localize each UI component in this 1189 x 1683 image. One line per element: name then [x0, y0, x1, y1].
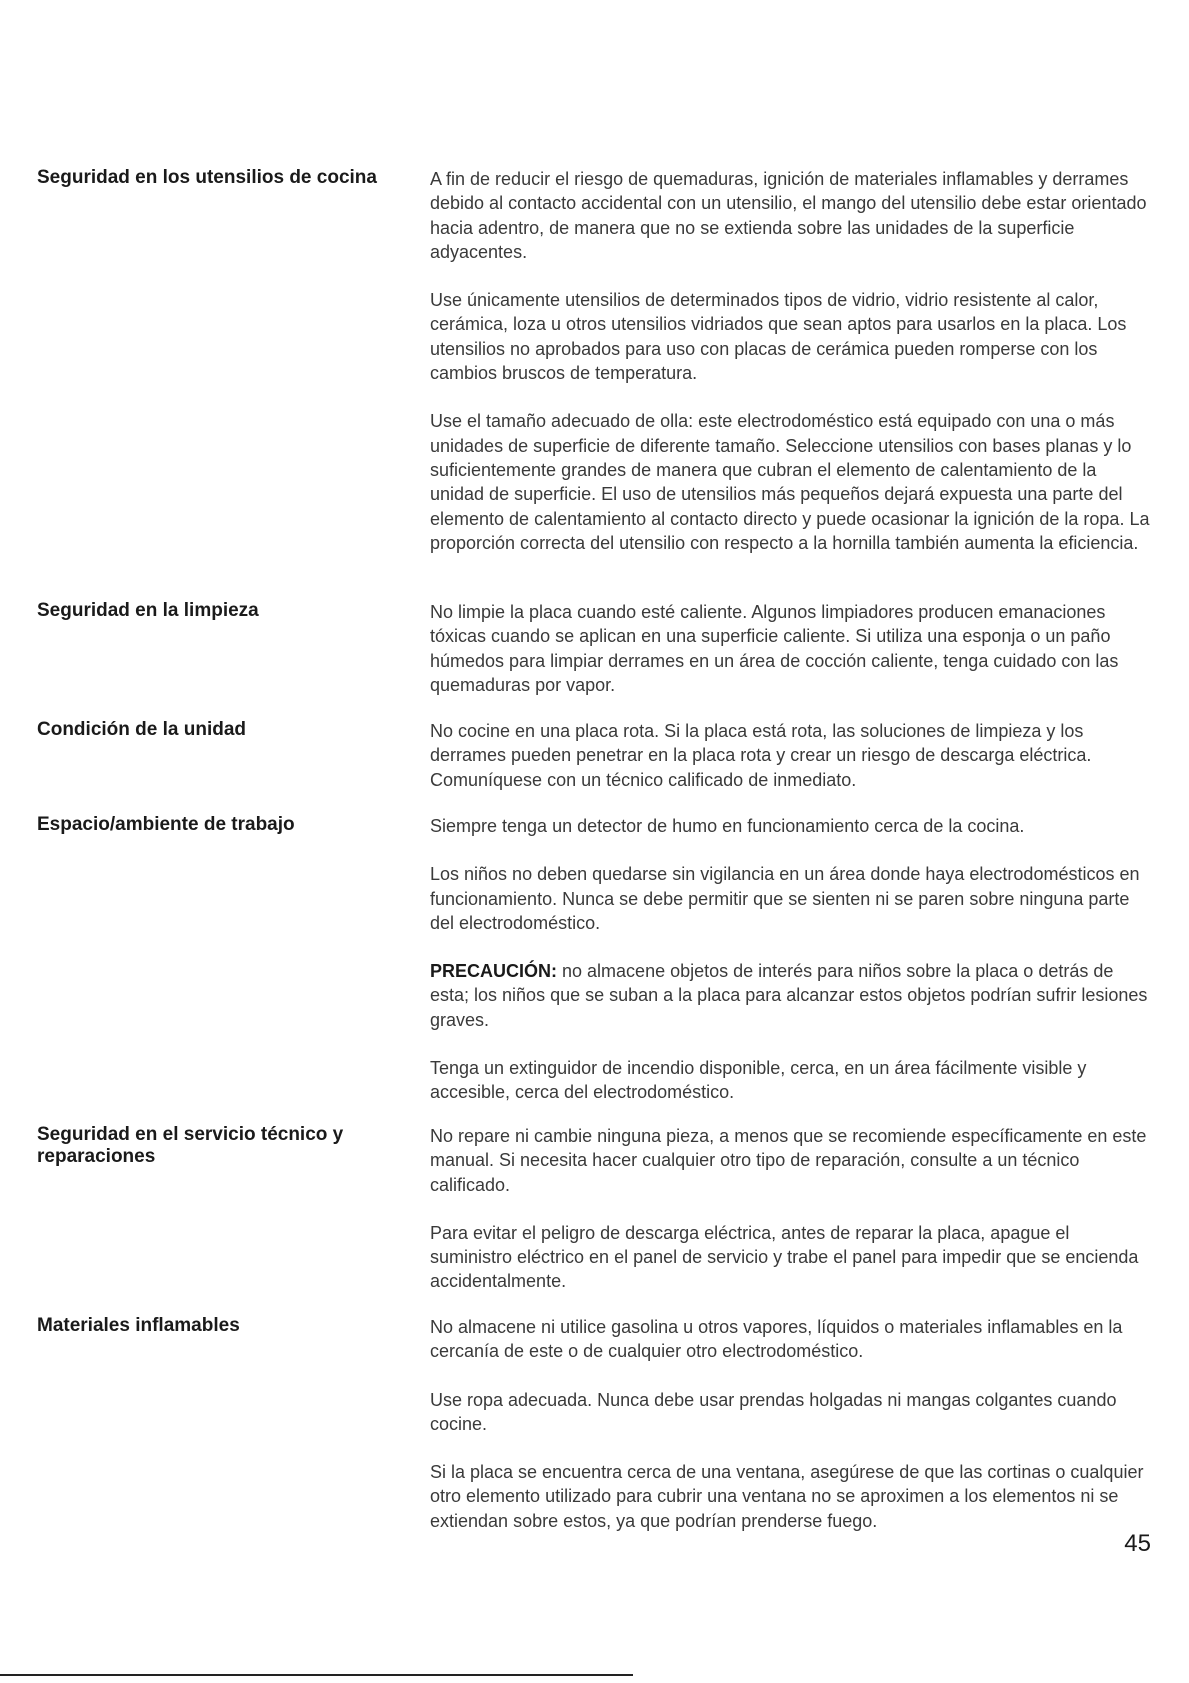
- paragraph: Para evitar el peligro de descarga eléctrica, antes de reparar la placa, apague el suministro eléctrico en el panel de servicio y trabe el panel para impedir que se encienda accidentalmente.: [430, 1222, 1139, 1292]
- paragraph: Siempre tenga un detector de humo en funcionamiento cerca de la cocina.: [430, 816, 1025, 836]
- section-body: [430, 719, 1152, 792]
- paragraph: No cocine en una placa rota. Si la placa está rota, las soluciones de limpieza y los derrames pueden penetrar en la placa rota y crear un riesgo de descarga eléctrica. Comuníquese con un técnico calificado de inmediato.: [430, 721, 1092, 790]
- paragraph: Use únicamente utensilios de determinados tipos de vidrio, vidrio resistente al calor, cerámica, loza u otros utensilios vidriados que sean aptos para usarlos en la placa. Los utensilios no aprobados para uso con placas de cerámica pueden romperse con los cambios bruscos de temperatura.: [430, 290, 1127, 384]
- paragraph: Tenga un extinguidor de incendio disponible, cerca, en un área fácilmente visible y accesible, cerca del electrodoméstico.: [430, 1058, 1087, 1103]
- paragraph: Los niños no deben quedarse sin vigilancia en un área donde haya electrodomésticos en funcionamiento. Nunca se debe permitir que se sienten ni se paren sobre ninguna parte del electrodoméstico.: [430, 864, 1140, 933]
- section-heading: Seguridad en los utensilios de cocina: [37, 167, 377, 188]
- paragraph: Si la placa se encuentra cerca de una ventana, asegúrese de que las cortinas o cualquier otro elemento utilizado para cubrir una ventana no se aproximen a los elementos ni se extiendan sobre estos, ya que podrían prenderse fuego.: [430, 1462, 1144, 1531]
- section-body: [430, 600, 1152, 697]
- section-heading: Seguridad en la limpieza: [37, 600, 259, 621]
- section-heading: Condición de la unidad: [37, 719, 246, 740]
- page-number: 45: [1124, 1530, 1151, 1557]
- paragraph: No almacene ni utilice gasolina u otros vapores, líquidos o materiales inflamables en la cercanía de este o de cualquier otro electrodoméstico.: [430, 1317, 1123, 1362]
- section-heading: Materiales inflamables: [37, 1315, 240, 1336]
- section-body: [430, 167, 1152, 555]
- caution-label: PRECAUCIÓN:: [430, 961, 558, 982]
- section-body: [430, 1315, 1152, 1533]
- bottom-rule: [0, 1674, 633, 1676]
- section-heading: Espacio/ambiente de trabajo: [37, 814, 295, 835]
- paragraph: No limpie la placa cuando esté caliente. Algunos limpiadores producen emanaciones tóxicas cuando se aplican en una superficie caliente. Si utiliza una esponja o un paño húmedos para limpiar derrames en un área de cocción caliente, tenga cuidado con las quemaduras por vapor.: [430, 602, 1119, 695]
- paragraph: Use el tamaño adecuado de olla: este electrodoméstico está equipado con una o más unidades de superficie de diferente tamaño. Seleccione utensilios con bases planas y lo suficientemente grandes de manera que cubran el elemento de calentamiento de la unidad de superficie. El uso de utensilios más pequeños dejará expuesta una parte del elemento de calentamiento al contacto directo y puede ocasionar la ignición de la ropa. La proporción correcta del utensilio con respecto a la hornilla también aumenta la eficiencia.: [430, 411, 1150, 553]
- caution-paragraph: [430, 959, 1152, 1032]
- paragraph: A fin de reducir el riesgo de quemaduras, ignición de materiales inflamables y derrames debido al contacto accidental con un utensilio, el mango del utensilio debe estar orientado hacia adentro, de manera que no se extienda sobre las unidades de la superficie adyacentes.: [430, 169, 1147, 262]
- paragraph: Use ropa adecuada. Nunca debe usar prendas holgadas ni mangas colgantes cuando cocine.: [430, 1389, 1117, 1434]
- section-body: [430, 1124, 1152, 1294]
- section-heading: Seguridad en el servicio técnico y reparaciones: [37, 1124, 344, 1167]
- section-body: [430, 814, 1152, 1105]
- paragraph: No repare ni cambie ninguna pieza, a menos que se recomiende específicamente en este manual. Si necesita hacer cualquier otro tipo de reparación, consulte a un técnico calificado.: [430, 1126, 1147, 1195]
- caution-text: no almacene objetos de interés para niños sobre la placa o detrás de esta; los niños que se suban a la placa para alcanzar estos objetos podrían sufrir lesiones graves.: [430, 961, 1148, 1030]
